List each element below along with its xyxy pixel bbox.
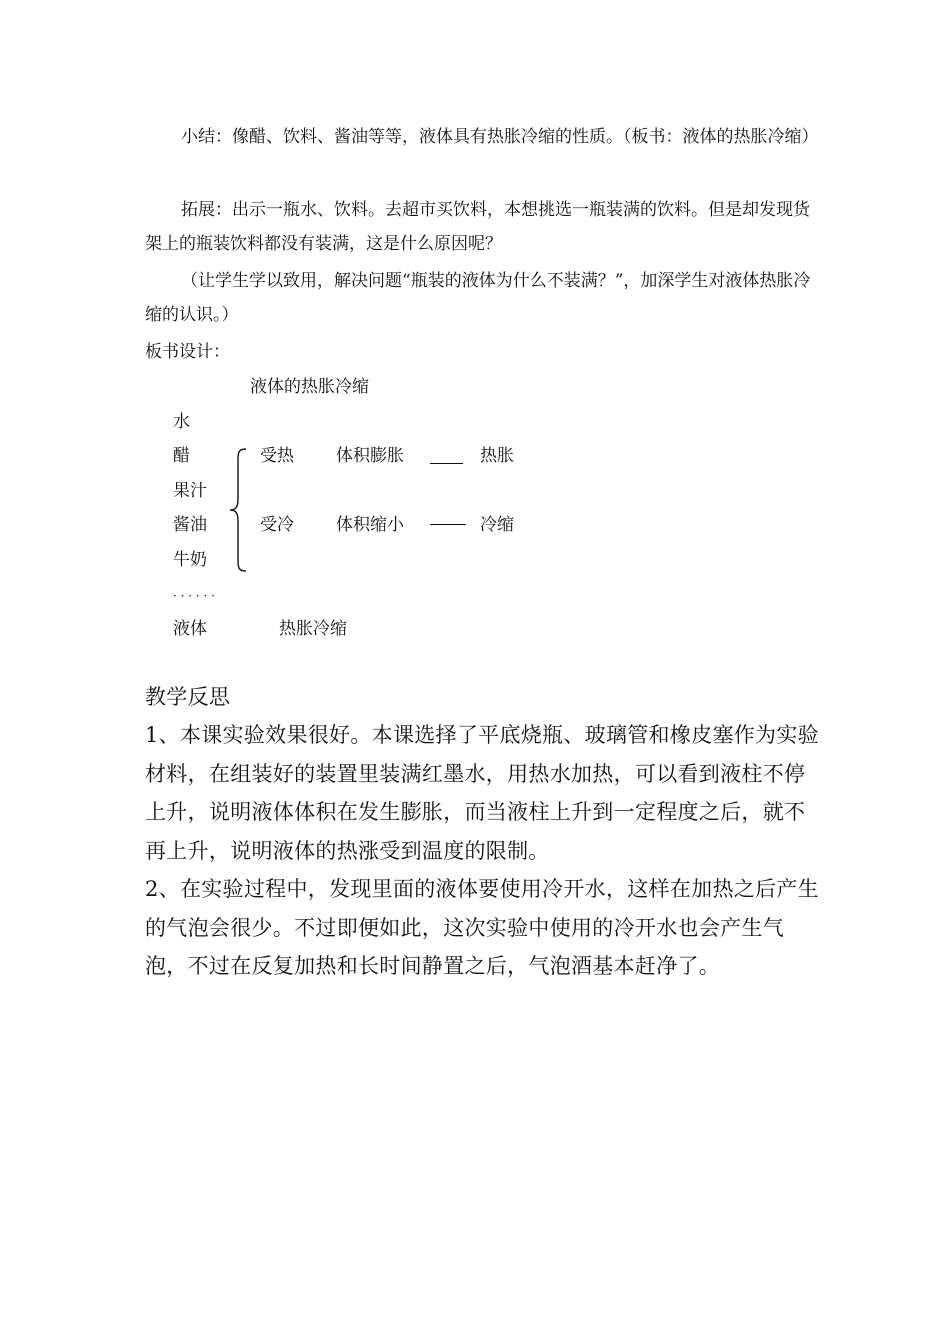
reflection-paragraph-1: 1、本课实验效果很好。本课选择了平底烧瓶、玻璃管和橡皮塞作为实验材料，在组装好的装置里装满红墨水，用热水加热，可以看到液柱不停上升，说明液体体积在发生膨胀，而当液柱上升到一定程度之后，就不再上升，说明液体的热涨受到温度的限制。 bbox=[145, 723, 819, 863]
board-heading: 板书设计： bbox=[145, 342, 230, 362]
board-ellipsis: · · · · · · bbox=[173, 589, 215, 603]
reflection-paragraph-2: 2、在实验过程中，发现里面的液体要使用冷开水，这样在加热之后产生的气泡会很少。不过即便如此，这次实验中使用的冷开水也会产生气泡，不过在反复加热和长时间静置之后，气泡酒基本赶净了。 bbox=[145, 877, 819, 978]
board-item: 酱油 bbox=[173, 515, 207, 535]
summary-paragraph: 小结：像醋、饮料、酱油等等，液体具有热胀冷缩的性质。（板书：液体的热胀冷缩） bbox=[181, 127, 819, 147]
heat-label: 受热 bbox=[260, 446, 294, 466]
board-title: 液体的热胀冷缩 bbox=[250, 377, 369, 397]
heat-term: 热胀 bbox=[480, 446, 514, 466]
board-item: 果汁 bbox=[173, 481, 207, 501]
board-item: 水 bbox=[173, 412, 190, 432]
heat-dash bbox=[430, 463, 463, 464]
curly-brace-icon bbox=[228, 447, 250, 573]
cold-label: 受冷 bbox=[260, 515, 294, 535]
cold-result: 体积缩小 bbox=[336, 515, 404, 535]
board-bottom-right: 热胀冷缩 bbox=[279, 619, 347, 639]
note-paragraph: （让学生学以致用，解决问题“瓶装的液体为什么不装满？”，加深学生对液体热胀冷缩的认识。） bbox=[145, 271, 811, 325]
board-bottom-left: 液体 bbox=[173, 619, 207, 639]
board-item: 醋 bbox=[173, 446, 190, 466]
cold-dash bbox=[430, 524, 466, 525]
heat-result: 体积膨胀 bbox=[336, 446, 404, 466]
extension-paragraph: 拓展：出示一瓶水、饮料。去超市买饮料，本想挑选一瓶装满的饮料。但是却发现货架上的瓶装饮料都没有装满，这是什么原因呢？ bbox=[145, 200, 810, 254]
board-item: 牛奶 bbox=[173, 550, 207, 570]
cold-term: 冷缩 bbox=[480, 515, 514, 535]
reflection-heading: 教学反思 bbox=[145, 685, 231, 709]
